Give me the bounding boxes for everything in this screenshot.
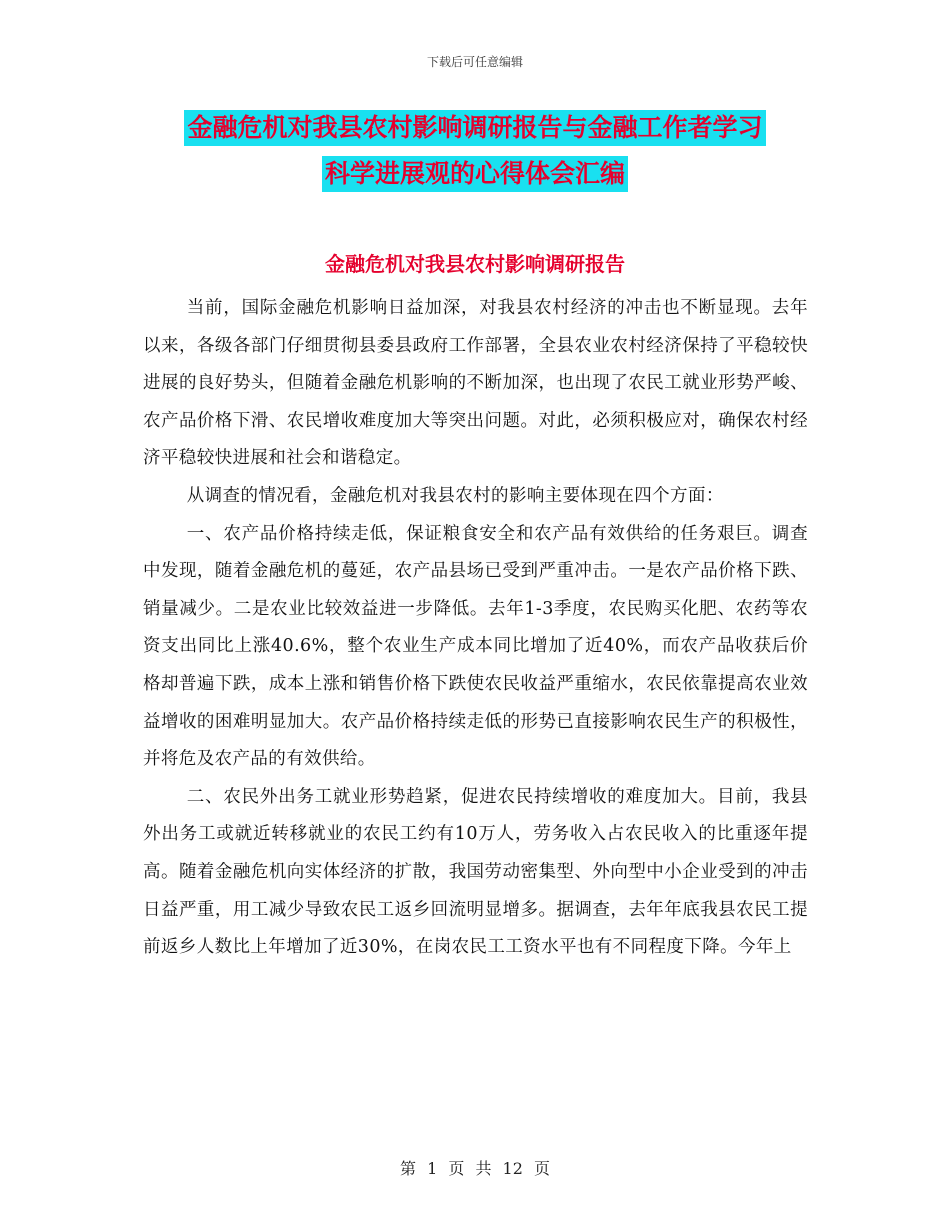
page-number-footer: 第 1 页 共 12 页	[400, 1159, 550, 1178]
title-line-1: 金融危机对我县农村影响调研报告与金融工作者学习	[184, 110, 765, 146]
document-title	[0, 110, 950, 192]
paragraph: 从调查的情况看，金融危机对我县农村的影响主要体现在四个方面：	[186, 485, 724, 506]
section-title: 金融危机对我县农村影响调研报告	[325, 252, 625, 276]
title-line-2: 科学进展观的心得体会汇编	[322, 156, 628, 192]
paragraph: 二、农民外出务工就业形势趋紧，促进农民持续增收的难度加大。目前，我县外出务工或就近转移就业的农民工约有10万人，劳务收入占农民收入的比重逐年提高。随着金融危机向实体经济的扩散，我国劳动密集型、外向型中小企业受到的冲击日益严重，用工减少导致农民工返乡回流明显增多。据调查，去年年底我县农民工提前返乡人数比上年增加了近30%，在岗农民工工资水平也有不同程度下降。今年上	[143, 786, 808, 958]
paragraph: 当前，国际金融危机影响日益加深，对我县农村经济的冲击也不断显现。去年以来，各级各部门仔细贯彻县委县政府工作部署，全县农业农村经济保持了平稳较快进展的良好势头，但随着金融危机影响的不断加深，也出现了农民工就业形势严峻、农产品价格下滑、农民增收难度加大等突出问题。对此，必须积极应对，确保农村经济平稳较快进展和社会和谐稳定。	[143, 298, 808, 469]
body-text	[143, 290, 808, 967]
page-header-note: 下载后可任意编辑	[426, 55, 523, 69]
paragraph: 一、农产品价格持续走低，保证粮食安全和农产品有效供给的任务艰巨。调查中发现，随着金融危机的蔓延，农产品县场已受到严重冲击。一是农产品价格下跌、销量减少。二是农业比较效益进一步降低。去年1-3季度，农民购买化肥、农药等农资支出同比上涨40.6%，整个农业生产成本同比增加了近40%，而农产品收获后价格却普遍下跌，成本上涨和销售价格下跌使农民收益严重缩水，农民依靠提高农业效益增收的困难明显加大。农产品价格持续走低的形势已直接影响农民生产的积极性，并将危及农产品的有效供给。	[143, 523, 808, 770]
